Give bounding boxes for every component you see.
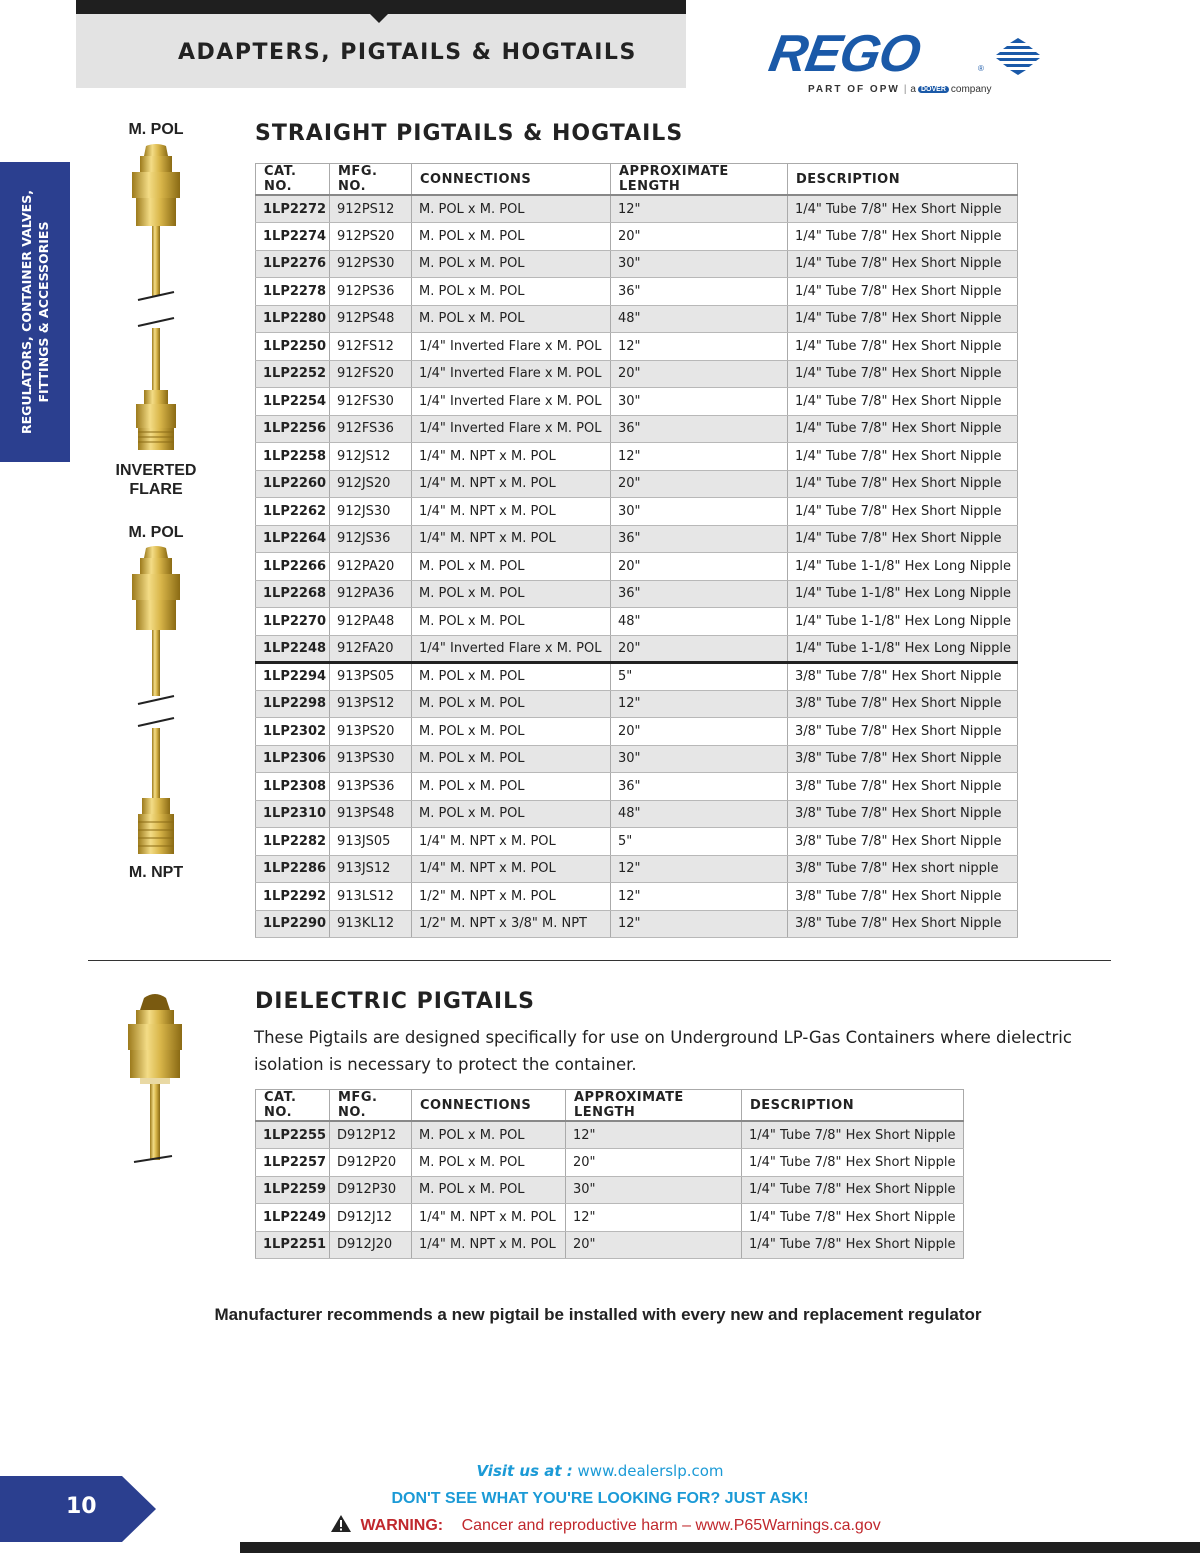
column-header: CONNECTIONS: [412, 164, 611, 196]
straight-pigtails-table: [255, 163, 1018, 938]
table-row: [256, 635, 1018, 663]
header-top-bar: [76, 0, 686, 14]
connections-cell: M. POL x M. POL: [412, 553, 611, 581]
table-row: [256, 305, 1018, 333]
mfg-no-cell: 912JS30: [330, 498, 412, 526]
mfg-no-cell: 912PS48: [330, 305, 412, 333]
cat-no-cell: 1LP2302: [256, 718, 330, 746]
connections-cell: 1/4" Inverted Flare x M. POL: [412, 388, 611, 416]
connections-cell: 1/4" M. NPT x M. POL: [412, 443, 611, 471]
length-cell: 12": [611, 910, 788, 938]
cat-no-cell: 1LP2255: [256, 1121, 330, 1149]
table-row: [256, 580, 1018, 608]
length-cell: 20": [611, 470, 788, 498]
cat-no-cell: 1LP2280: [256, 305, 330, 333]
header-notch: [370, 14, 388, 23]
cat-no-cell: 1LP2286: [256, 855, 330, 883]
cat-no-cell: 1LP2290: [256, 910, 330, 938]
cat-no-cell: 1LP2298: [256, 690, 330, 718]
cat-no-cell: 1LP2248: [256, 635, 330, 663]
description-cell: 1/4" Tube 7/8" Hex Short Nipple: [788, 443, 1018, 471]
connections-cell: 1/4" M. NPT x M. POL: [412, 498, 611, 526]
logo-registered-mark: ®: [978, 64, 984, 73]
cat-no-cell: 1LP2266: [256, 553, 330, 581]
description-cell: 1/4" Tube 7/8" Hex Short Nipple: [788, 415, 1018, 443]
connections-cell: M. POL x M. POL: [412, 608, 611, 636]
connections-cell: M. POL x M. POL: [412, 195, 611, 223]
description-cell: 1/4" Tube 7/8" Hex Short Nipple: [742, 1121, 964, 1149]
cat-no-cell: 1LP2254: [256, 388, 330, 416]
mfg-no-cell: 913JS12: [330, 855, 412, 883]
connections-cell: M. POL x M. POL: [412, 250, 611, 278]
cat-no-cell: 1LP2260: [256, 470, 330, 498]
column-header: CAT. NO.: [256, 164, 330, 196]
length-cell: 12": [611, 333, 788, 361]
description-cell: 1/4" Tube 1-1/8" Hex Long Nipple: [788, 635, 1018, 663]
page-number: 10: [66, 1494, 97, 1519]
inverted-flare-pigtail-image: [118, 142, 194, 460]
length-cell: 12": [611, 883, 788, 911]
table-row: [256, 525, 1018, 553]
npt-pigtail-image: [118, 544, 194, 862]
length-cell: 36": [611, 415, 788, 443]
length-cell: 5": [611, 828, 788, 856]
length-cell: 12": [566, 1204, 742, 1232]
connections-cell: 1/4" Inverted Flare x M. POL: [412, 333, 611, 361]
table-row: [256, 553, 1018, 581]
page-title: ADAPTERS, PIGTAILS & HOGTAILS: [178, 40, 637, 65]
description-cell: 3/8" Tube 7/8" Hex Short Nipple: [788, 883, 1018, 911]
cat-no-cell: 1LP2310: [256, 800, 330, 828]
dielectric-pigtail-image: [120, 990, 190, 1174]
fitting-2-bottom-label: M. NPT: [128, 864, 184, 881]
length-cell: 5": [611, 663, 788, 691]
description-cell: 3/8" Tube 7/8" Hex Short Nipple: [788, 828, 1018, 856]
mfg-no-cell: 912PS20: [330, 223, 412, 251]
cat-no-cell: 1LP2256: [256, 415, 330, 443]
mfg-no-cell: D912P20: [330, 1149, 412, 1177]
fitting-2-top-label: M. POL: [128, 524, 184, 541]
cat-no-cell: 1LP2252: [256, 360, 330, 388]
warning-icon: [330, 1514, 352, 1533]
table-row: [256, 883, 1018, 911]
column-header: CONNECTIONS: [412, 1090, 566, 1122]
connections-cell: M. POL x M. POL: [412, 278, 611, 306]
length-cell: 30": [566, 1176, 742, 1204]
dielectric-pigtails-table: [255, 1089, 964, 1259]
connections-cell: 1/2" M. NPT x 3/8" M. NPT: [412, 910, 611, 938]
description-cell: 1/4" Tube 7/8" Hex Short Nipple: [788, 250, 1018, 278]
table-row: [256, 828, 1018, 856]
connections-cell: 1/4" Inverted Flare x M. POL: [412, 415, 611, 443]
length-cell: 36": [611, 580, 788, 608]
table-row: [256, 1231, 964, 1259]
length-cell: 12": [611, 690, 788, 718]
table-row: [256, 333, 1018, 361]
footer-bar: [240, 1542, 1200, 1553]
description-cell: 3/8" Tube 7/8" Hex Short Nipple: [788, 800, 1018, 828]
length-cell: 30": [611, 250, 788, 278]
connections-cell: 1/4" M. NPT x M. POL: [412, 828, 611, 856]
length-cell: 20": [566, 1149, 742, 1177]
table-row: [256, 663, 1018, 691]
logo-globe-icon: [992, 36, 1044, 76]
cat-no-cell: 1LP2306: [256, 745, 330, 773]
cat-no-cell: 1LP2268: [256, 580, 330, 608]
description-cell: 3/8" Tube 7/8" Hex Short Nipple: [788, 663, 1018, 691]
mfg-no-cell: 912FS36: [330, 415, 412, 443]
side-tab-label: REGULATORS, CONTAINER VALVES, FITTINGS & ACCESSORIES: [19, 190, 51, 434]
cat-no-cell: 1LP2250: [256, 333, 330, 361]
cat-no-cell: 1LP2270: [256, 608, 330, 636]
description-cell: 1/4" Tube 7/8" Hex Short Nipple: [788, 333, 1018, 361]
length-cell: 20": [566, 1231, 742, 1259]
mfg-no-cell: 912PS12: [330, 195, 412, 223]
description-cell: 1/4" Tube 7/8" Hex Short Nipple: [742, 1204, 964, 1232]
cat-no-cell: 1LP2257: [256, 1149, 330, 1177]
cat-no-cell: 1LP2308: [256, 773, 330, 801]
length-cell: 12": [611, 443, 788, 471]
mfg-no-cell: D912J20: [330, 1231, 412, 1259]
mfg-no-cell: 913PS36: [330, 773, 412, 801]
table-row: [256, 608, 1018, 636]
connections-cell: M. POL x M. POL: [412, 1121, 566, 1149]
length-cell: 36": [611, 773, 788, 801]
description-cell: 3/8" Tube 7/8" Hex Short Nipple: [788, 718, 1018, 746]
table-header-row: [256, 1090, 964, 1122]
mfg-no-cell: 912FS30: [330, 388, 412, 416]
length-cell: 20": [611, 360, 788, 388]
column-header: DESCRIPTION: [788, 164, 1018, 196]
mfg-no-cell: D912P30: [330, 1176, 412, 1204]
cat-no-cell: 1LP2258: [256, 443, 330, 471]
connections-cell: M. POL x M. POL: [412, 580, 611, 608]
warning-text: Cancer and reproductive harm – www.P65Warnings.ca.gov: [461, 1517, 881, 1534]
description-cell: 1/4" Tube 7/8" Hex Short Nipple: [788, 278, 1018, 306]
description-cell: 1/4" Tube 7/8" Hex Short Nipple: [742, 1149, 964, 1177]
description-cell: 3/8" Tube 7/8" Hex Short Nipple: [788, 773, 1018, 801]
description-cell: 3/8" Tube 7/8" Hex short nipple: [788, 855, 1018, 883]
column-header: APPROXIMATE LENGTH: [566, 1090, 742, 1122]
visit-line: Visit us at : www.dealerslp.com: [476, 1462, 724, 1480]
description-cell: 1/4" Tube 1-1/8" Hex Long Nipple: [788, 553, 1018, 581]
connections-cell: M. POL x M. POL: [412, 1176, 566, 1204]
description-cell: 1/4" Tube 7/8" Hex Short Nipple: [742, 1176, 964, 1204]
connections-cell: 1/2" M. NPT x M. POL: [412, 883, 611, 911]
length-cell: 30": [611, 388, 788, 416]
fitting-1-top-label: M. POL: [128, 121, 184, 138]
description-cell: 1/4" Tube 7/8" Hex Short Nipple: [788, 388, 1018, 416]
connections-cell: 1/4" M. NPT x M. POL: [412, 855, 611, 883]
connections-cell: M. POL x M. POL: [412, 745, 611, 773]
cat-no-cell: 1LP2272: [256, 195, 330, 223]
mfg-no-cell: 912PS36: [330, 278, 412, 306]
length-cell: 48": [611, 305, 788, 333]
length-cell: 12": [611, 195, 788, 223]
straight-section-title: STRAIGHT PIGTAILS & HOGTAILS: [255, 121, 684, 146]
dielectric-section-title: DIELECTRIC PIGTAILS: [255, 989, 535, 1014]
length-cell: 12": [611, 855, 788, 883]
description-cell: 1/4" Tube 7/8" Hex Short Nipple: [788, 305, 1018, 333]
column-header: MFG. NO.: [330, 164, 412, 196]
length-cell: 36": [611, 278, 788, 306]
connections-cell: 1/4" M. NPT x M. POL: [412, 1204, 566, 1232]
table-row: [256, 195, 1018, 223]
connections-cell: M. POL x M. POL: [412, 718, 611, 746]
table-row: [256, 250, 1018, 278]
table-row: [256, 360, 1018, 388]
length-cell: 48": [611, 800, 788, 828]
recommendation-note: Manufacturer recommends a new pigtail be installed with every new and replacement regulator: [214, 1305, 982, 1324]
table-header-row: [256, 164, 1018, 196]
description-cell: 1/4" Tube 7/8" Hex Short Nipple: [788, 498, 1018, 526]
description-cell: 1/4" Tube 1-1/8" Hex Long Nipple: [788, 580, 1018, 608]
length-cell: 20": [611, 223, 788, 251]
cat-no-cell: 1LP2251: [256, 1231, 330, 1259]
table-row: [256, 388, 1018, 416]
length-cell: 30": [611, 498, 788, 526]
mfg-no-cell: 912PS30: [330, 250, 412, 278]
mfg-no-cell: 913JS05: [330, 828, 412, 856]
connections-cell: M. POL x M. POL: [412, 690, 611, 718]
mfg-no-cell: 912PA48: [330, 608, 412, 636]
connections-cell: 1/4" M. NPT x M. POL: [412, 1231, 566, 1259]
table-row: [256, 718, 1018, 746]
table-row: [256, 855, 1018, 883]
table-row: [256, 800, 1018, 828]
description-cell: 1/4" Tube 7/8" Hex Short Nipple: [788, 525, 1018, 553]
length-cell: 20": [611, 718, 788, 746]
connections-cell: M. POL x M. POL: [412, 1149, 566, 1177]
mfg-no-cell: 912PA20: [330, 553, 412, 581]
description-cell: 3/8" Tube 7/8" Hex Short Nipple: [788, 745, 1018, 773]
column-header: CAT. NO.: [256, 1090, 330, 1122]
description-cell: 1/4" Tube 7/8" Hex Short Nipple: [788, 223, 1018, 251]
table-row: [256, 498, 1018, 526]
p65-warning: WARNING: Cancer and reproductive harm – www.P65Warnings.ca.gov: [330, 1514, 881, 1535]
description-cell: 3/8" Tube 7/8" Hex Short Nipple: [788, 910, 1018, 938]
connections-cell: 1/4" M. NPT x M. POL: [412, 470, 611, 498]
rego-logo: [764, 25, 1050, 100]
mfg-no-cell: D912P12: [330, 1121, 412, 1149]
cat-no-cell: 1LP2278: [256, 278, 330, 306]
cat-no-cell: 1LP2282: [256, 828, 330, 856]
cat-no-cell: 1LP2276: [256, 250, 330, 278]
cat-no-cell: 1LP2294: [256, 663, 330, 691]
description-cell: 1/4" Tube 7/8" Hex Short Nipple: [742, 1231, 964, 1259]
logo-tagline: PART OF OPW | a DOVER company: [808, 84, 992, 95]
table-row: [256, 443, 1018, 471]
length-cell: 30": [611, 745, 788, 773]
connections-cell: M. POL x M. POL: [412, 305, 611, 333]
table-row: [256, 1121, 964, 1149]
cat-no-cell: 1LP2259: [256, 1176, 330, 1204]
ask-line: DON'T SEE WHAT YOU'RE LOOKING FOR? JUST ASK!: [391, 1490, 809, 1507]
length-cell: 36": [611, 525, 788, 553]
mfg-no-cell: 912FA20: [330, 635, 412, 663]
dielectric-description: These Pigtails are designed specifically for use on Underground LP-Gas Containers where dielectric isolation is necessary to protect the container.: [254, 1028, 1072, 1074]
dover-badge: DOVER: [918, 86, 949, 93]
mfg-no-cell: 912FS20: [330, 360, 412, 388]
mfg-no-cell: D912J12: [330, 1204, 412, 1232]
connections-cell: M. POL x M. POL: [412, 223, 611, 251]
logo-wordmark: REGO: [764, 25, 925, 83]
connections-cell: 1/4" Inverted Flare x M. POL: [412, 635, 611, 663]
mfg-no-cell: 913LS12: [330, 883, 412, 911]
cat-no-cell: 1LP2262: [256, 498, 330, 526]
mfg-no-cell: 912PA36: [330, 580, 412, 608]
mfg-no-cell: 913KL12: [330, 910, 412, 938]
cat-no-cell: 1LP2249: [256, 1204, 330, 1232]
column-header: MFG. NO.: [330, 1090, 412, 1122]
description-cell: 1/4" Tube 1-1/8" Hex Long Nipple: [788, 608, 1018, 636]
mfg-no-cell: 913PS20: [330, 718, 412, 746]
mfg-no-cell: 913PS30: [330, 745, 412, 773]
mfg-no-cell: 912JS12: [330, 443, 412, 471]
table-row: [256, 415, 1018, 443]
table-row: [256, 1149, 964, 1177]
table-row: [256, 745, 1018, 773]
mfg-no-cell: 912JS36: [330, 525, 412, 553]
column-header: APPROXIMATE LENGTH: [611, 164, 788, 196]
column-header: DESCRIPTION: [742, 1090, 964, 1122]
connections-cell: M. POL x M. POL: [412, 773, 611, 801]
mfg-no-cell: 912JS20: [330, 470, 412, 498]
cat-no-cell: 1LP2264: [256, 525, 330, 553]
connections-cell: 1/4" M. NPT x M. POL: [412, 525, 611, 553]
mfg-no-cell: 913PS48: [330, 800, 412, 828]
description-cell: 3/8" Tube 7/8" Hex Short Nipple: [788, 690, 1018, 718]
table-row: [256, 690, 1018, 718]
section-divider: [88, 960, 1111, 961]
mfg-no-cell: 913PS05: [330, 663, 412, 691]
length-cell: 48": [611, 608, 788, 636]
description-cell: 1/4" Tube 7/8" Hex Short Nipple: [788, 470, 1018, 498]
mfg-no-cell: 913PS12: [330, 690, 412, 718]
cat-no-cell: 1LP2292: [256, 883, 330, 911]
fitting-1-bottom-label: INVERTED FLARE: [115, 462, 197, 498]
length-cell: 12": [566, 1121, 742, 1149]
table-row: [256, 1176, 964, 1204]
table-row: [256, 470, 1018, 498]
table-row: [256, 1204, 964, 1232]
connections-cell: M. POL x M. POL: [412, 800, 611, 828]
connections-cell: 1/4" Inverted Flare x M. POL: [412, 360, 611, 388]
mfg-no-cell: 912FS12: [330, 333, 412, 361]
table-row: [256, 773, 1018, 801]
table-row: [256, 910, 1018, 938]
table-row: [256, 223, 1018, 251]
description-cell: 1/4" Tube 7/8" Hex Short Nipple: [788, 195, 1018, 223]
connections-cell: M. POL x M. POL: [412, 663, 611, 691]
length-cell: 20": [611, 553, 788, 581]
table-row: [256, 278, 1018, 306]
description-cell: 1/4" Tube 7/8" Hex Short Nipple: [788, 360, 1018, 388]
website-link[interactable]: www.dealerslp.com: [577, 1462, 724, 1480]
cat-no-cell: 1LP2274: [256, 223, 330, 251]
length-cell: 20": [611, 635, 788, 663]
